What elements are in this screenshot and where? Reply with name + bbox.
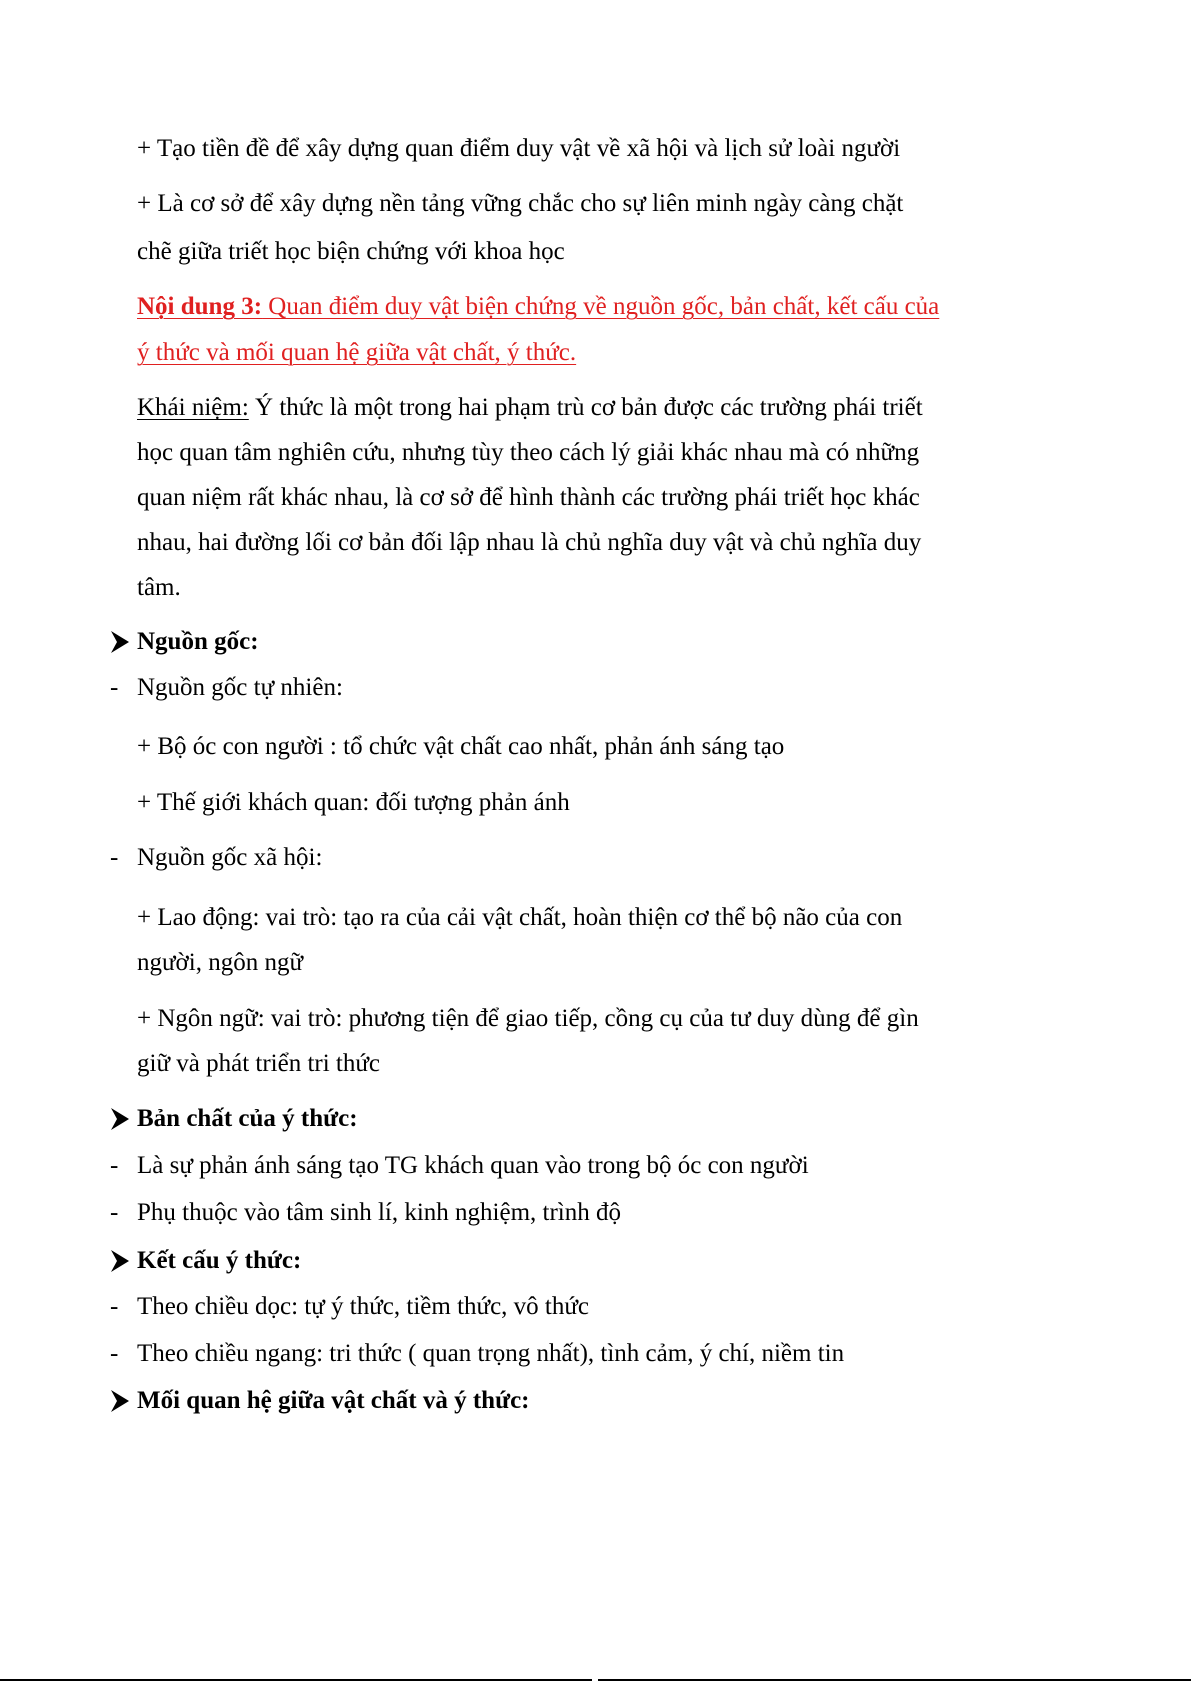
sub-item-continued: giữ và phát triển tri thức bbox=[137, 1050, 381, 1077]
concept-line: nhau, hai đường lối cơ bản đối lập nhau là chủ nghĩa duy vật và chủ nghĩa duy bbox=[137, 529, 922, 556]
arrow-bullet-icon bbox=[110, 630, 130, 654]
arrow-bullet-icon bbox=[110, 1249, 130, 1273]
list-item: Là sự phản ánh sáng tạo TG khách quan vào trong bộ óc con người bbox=[137, 1152, 809, 1179]
page-bottom-rule-gap bbox=[592, 1679, 598, 1682]
arrow-bullet-icon bbox=[110, 1389, 130, 1413]
essence-heading: Bản chất của ý thức: bbox=[137, 1105, 358, 1132]
paragraph-line: chẽ giữa triết học biện chứng với khoa học bbox=[137, 238, 565, 265]
dash-bullet: - bbox=[110, 1152, 119, 1179]
concept-line: tâm. bbox=[137, 574, 181, 601]
sub-item-continued: người, ngôn ngữ bbox=[137, 949, 304, 976]
concept-line: quan niệm rất khác nhau, là cơ sở để hình thành các trường phái triết học khác bbox=[137, 484, 920, 511]
dash-bullet: - bbox=[110, 844, 119, 871]
dash-bullet: - bbox=[110, 1340, 119, 1367]
section-heading-text: Quan điểm duy vật biện chứng về nguồn gốc, bản chất, kết cấu của bbox=[262, 293, 940, 320]
concept-text: Ý thức là một trong hai phạm trù cơ bản được các trường phái triết bbox=[248, 394, 923, 421]
dash-bullet: - bbox=[110, 674, 119, 701]
list-item: Nguồn gốc tự nhiên: bbox=[137, 674, 343, 701]
dash-bullet: - bbox=[110, 1293, 119, 1320]
concept-line bbox=[137, 393, 923, 423]
section-heading-continued: ý thức và mối quan hệ giữa vật chất, ý thức. bbox=[137, 339, 577, 366]
list-item: Theo chiều dọc: tự ý thức, tiềm thức, vô thức bbox=[137, 1293, 590, 1320]
concept-label: Khái niệm: bbox=[137, 394, 249, 421]
sub-item: + Bộ óc con người : tổ chức vật chất cao nhất, phản ánh sáng tạo bbox=[137, 733, 785, 760]
arrow-bullet-icon bbox=[110, 1107, 130, 1131]
list-item: Phụ thuộc vào tâm sinh lí, kinh nghiệm, trình độ bbox=[137, 1199, 621, 1226]
dash-bullet: - bbox=[110, 1199, 119, 1226]
concept-line: học quan tâm nghiên cứu, nhưng tùy theo cách lý giải khác nhau mà có những bbox=[137, 439, 920, 466]
list-item: Theo chiều ngang: tri thức ( quan trọng nhất), tình cảm, ý chí, niềm tin bbox=[137, 1340, 845, 1367]
list-item: Nguồn gốc xã hội: bbox=[137, 844, 323, 871]
section-heading-label: Nội dung 3: bbox=[137, 293, 263, 320]
structure-heading: Kết cấu ý thức: bbox=[137, 1247, 302, 1274]
relation-heading: Mối quan hệ giữa vật chất và ý thức: bbox=[137, 1387, 530, 1414]
sub-item: + Ngôn ngữ: vai trò: phương tiện để giao tiếp, cồng cụ của tư duy dùng để gìn bbox=[137, 1005, 919, 1032]
origin-heading: Nguồn gốc: bbox=[137, 628, 259, 655]
section-heading bbox=[137, 292, 939, 322]
paragraph-line: + Tạo tiền đề để xây dựng quan điểm duy vật về xã hội và lịch sử loài người bbox=[137, 135, 901, 162]
sub-item: + Thế giới khách quan: đối tượng phản ánh bbox=[137, 789, 570, 816]
paragraph-line: + Là cơ sở để xây dựng nền tảng vững chắc cho sự liên minh ngày càng chặt bbox=[137, 190, 904, 217]
sub-item: + Lao động: vai trò: tạo ra của cải vật chất, hoàn thiện cơ thể bộ não của con bbox=[137, 904, 903, 931]
